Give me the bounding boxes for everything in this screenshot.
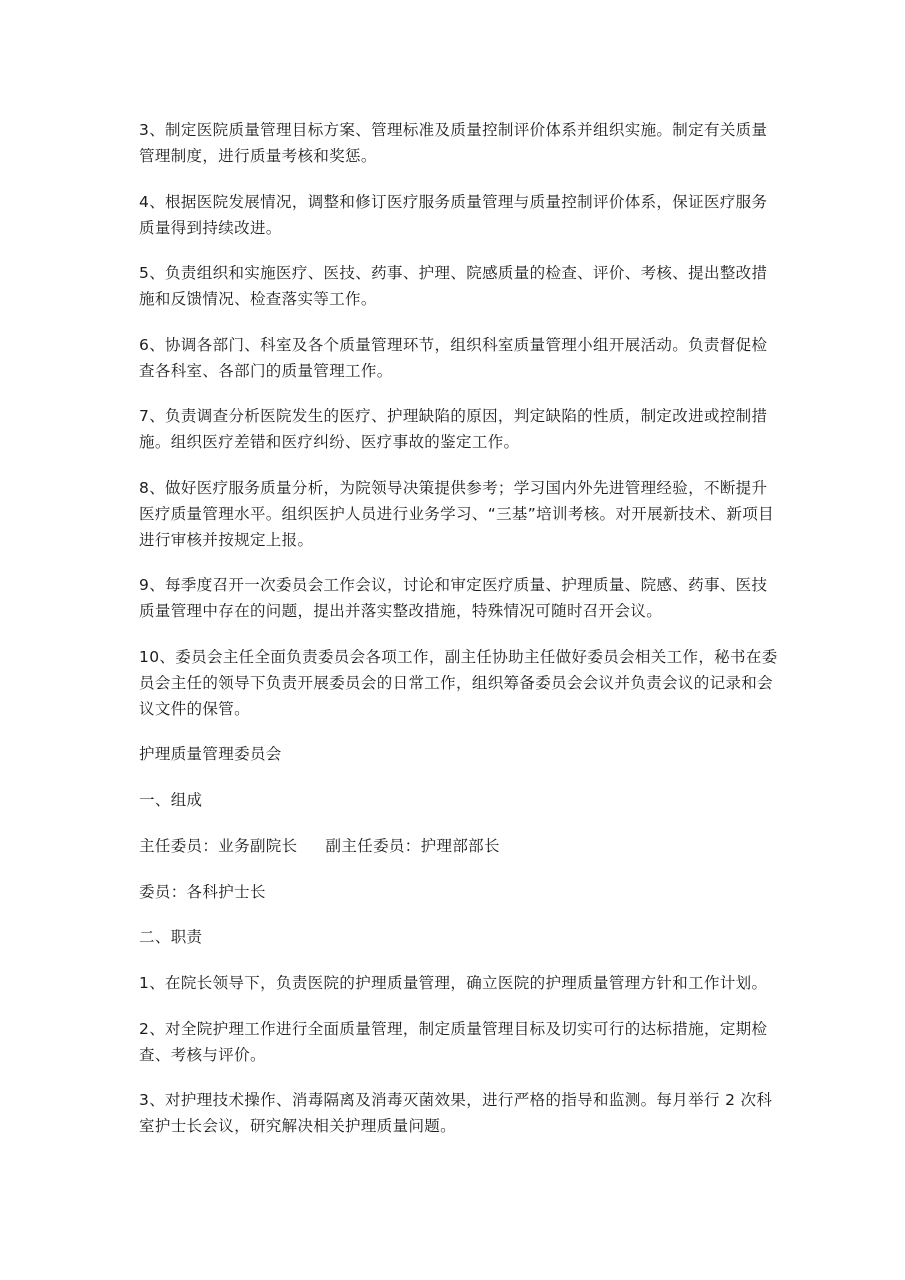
members-line: 委员：各科护士长 bbox=[139, 882, 266, 901]
director-line: 主任委员：业务副院长 bbox=[139, 837, 298, 855]
duty-item-9: 9、每季度召开一次委员会工作会议，讨论和审定医疗质量、护理质量、院感、药事、医技质量管理中存在的问题，提出并落实整改措施，特殊情况可随时召开会议。 bbox=[139, 576, 768, 620]
nursing-committee-title: 护理质量管理委员会 bbox=[139, 745, 282, 763]
nursing-duty-item-3: 3、对护理技术操作、消毒隔离及消毒灭菌效果，进行严格的指导和监测。每月举行 2 次科室护士长会议，研究解决相关护理质量问题。 bbox=[139, 1091, 773, 1135]
duty-item-5: 5、负责组织和实施医疗、医技、药事、护理、院感质量的检查、评价、考核、提出整改措施和反馈情况、检查落实等工作。 bbox=[139, 264, 768, 308]
duty-item-7: 7、负责调查分析医院发生的医疗、护理缺陷的原因，判定缺陷的性质，制定改进或控制措施。组织医疗差错和医疗纠纷、医疗事故的鉴定工作。 bbox=[139, 407, 768, 451]
nursing-duty-item-1: 1、在院长领导下，负责医院的护理质量管理，确立医院的护理质量管理方针和工作计划。 bbox=[139, 974, 768, 992]
duty-item-10: 10、委员会主任全面负责委员会各项工作，副主任协助主任做好委员会相关工作，秘书在委员会主任的领导下负责开展委员会的日常工作，组织筹备委员会会议并负责会议的记录和会议文件的保管。 bbox=[139, 647, 778, 718]
duty-item-6: 6、协调各部门、科室及各个质量管理环节，组织科室质量管理小组开展活动。负责督促检查各科室、各部门的质量管理工作。 bbox=[139, 335, 768, 380]
composition-heading: 一、组成 bbox=[139, 791, 203, 809]
committee-leaders-line bbox=[139, 833, 779, 859]
duty-item-3: 3、制定医院质量管理目标方案、管理标准及质量控制评价体系并组织实施。制定有关质量管理制度，进行质量考核和奖惩。 bbox=[139, 121, 768, 165]
deputy-line: 副主任委员：护理部部长 bbox=[325, 837, 500, 855]
nursing-duty-item-2: 2、对全院护理工作进行全面质量管理，制定质量管理目标及切实可行的达标措施，定期检查、考核与评价。 bbox=[139, 1019, 768, 1064]
document-page bbox=[139, 117, 779, 1159]
duty-item-4: 4、根据医院发展情况，调整和修订医疗服务质量管理与质量控制评价体系，保证医疗服务质量得到持续改进。 bbox=[139, 192, 768, 237]
duties-heading: 二、职责 bbox=[139, 928, 203, 946]
duty-item-8: 8、做好医疗服务质量分析，为院领导决策提供参考；学习国内外先进管理经验，不断提升医疗质量管理水平。组织医护人员进行业务学习、“三基”培训考核。对开展新技术、新项目进行审核并按规定上报。 bbox=[139, 478, 774, 549]
